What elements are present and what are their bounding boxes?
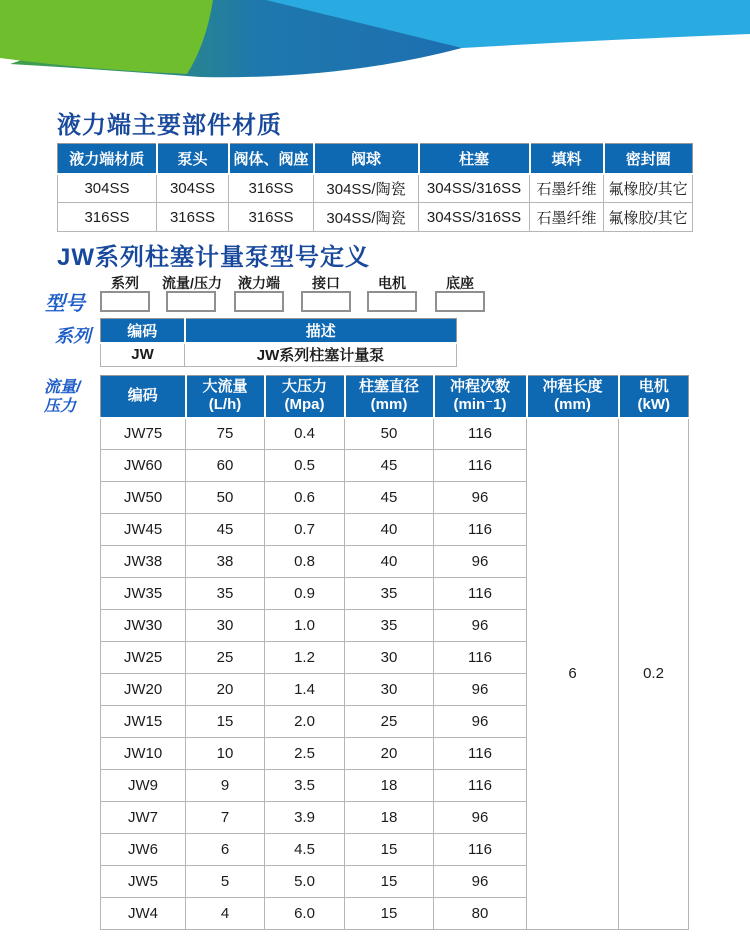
table-cell: 25 xyxy=(186,642,265,674)
model-code-box xyxy=(166,291,216,312)
column-header xyxy=(527,376,619,418)
table-cell: 30 xyxy=(345,642,434,674)
header-title: 大压力 xyxy=(281,378,327,396)
header-unit: (mm) xyxy=(554,396,591,414)
model-section-title: JW系列柱塞计量泵型号定义 xyxy=(57,244,370,271)
table-cell: JW9 xyxy=(101,770,186,802)
table-cell: 96 xyxy=(434,802,527,834)
table-cell: 40 xyxy=(345,514,434,546)
header-title: 冲程次数 xyxy=(449,378,510,396)
table-cell: 80 xyxy=(434,898,527,930)
column-header xyxy=(101,376,186,418)
table-cell: 116 xyxy=(434,834,527,866)
table-cell: JW5 xyxy=(101,866,186,898)
table-cell: JW系列柱塞计量泵 xyxy=(185,343,457,367)
table-cell: 氟橡胶/其它 xyxy=(604,203,693,232)
table-cell: 116 xyxy=(434,450,527,482)
table-cell: JW30 xyxy=(101,610,186,642)
table-cell: 96 xyxy=(434,482,527,514)
table-cell: 304SS/陶瓷 xyxy=(314,203,419,232)
column-header: 填料 xyxy=(530,144,604,174)
header-unit: (kW) xyxy=(637,396,670,414)
table-cell: JW6 xyxy=(101,834,186,866)
table-cell: 15 xyxy=(345,866,434,898)
model-field-label: 系列 xyxy=(111,275,139,291)
table-cell: 96 xyxy=(434,546,527,578)
table-cell: 116 xyxy=(434,418,527,450)
table-cell: 20 xyxy=(345,738,434,770)
table-cell: 75 xyxy=(186,418,265,450)
table-cell: 0.6 xyxy=(265,482,345,514)
column-header: 阀球 xyxy=(314,144,419,174)
table-cell: JW50 xyxy=(101,482,186,514)
table-row xyxy=(101,343,457,367)
model-number-label: 型号 xyxy=(45,293,85,315)
column-header: 描述 xyxy=(185,319,457,343)
table-cell: JW35 xyxy=(101,578,186,610)
materials-table-body xyxy=(58,174,693,232)
table-cell: JW20 xyxy=(101,674,186,706)
table-cell: 116 xyxy=(434,514,527,546)
table-cell: 石墨纤维 xyxy=(530,174,604,203)
table-cell: 氟橡胶/其它 xyxy=(604,174,693,203)
table-cell: 0.9 xyxy=(265,578,345,610)
table-cell: 96 xyxy=(434,610,527,642)
flow-pressure-table xyxy=(100,375,689,930)
table-cell: 35 xyxy=(345,610,434,642)
column-header xyxy=(619,376,689,418)
column-header: 液力端材质 xyxy=(58,144,157,174)
table-cell: 0.8 xyxy=(265,546,345,578)
table-cell: 116 xyxy=(434,578,527,610)
table-cell: 40 xyxy=(345,546,434,578)
column-header: 阀体、阀座 xyxy=(229,144,314,174)
table-cell: 5 xyxy=(186,866,265,898)
table-row xyxy=(58,174,693,203)
table-cell: 20 xyxy=(186,674,265,706)
model-code-box xyxy=(301,291,351,312)
banner-swoosh-graphic xyxy=(0,0,750,96)
table-cell: 1.4 xyxy=(265,674,345,706)
table-cell: 45 xyxy=(345,450,434,482)
table-cell: JW45 xyxy=(101,514,186,546)
table-cell: 0.5 xyxy=(265,450,345,482)
series-table xyxy=(100,318,457,367)
model-field-label: 液力端 xyxy=(238,275,280,291)
table-cell: 60 xyxy=(186,450,265,482)
header-title: 冲程长度 xyxy=(542,378,603,396)
flow-pressure-label-line1: 流量/ xyxy=(44,379,81,396)
table-row xyxy=(101,418,689,450)
table-cell: JW60 xyxy=(101,450,186,482)
table-cell: 316SS xyxy=(58,203,157,232)
table-cell: 116 xyxy=(434,770,527,802)
table-cell: 4.5 xyxy=(265,834,345,866)
flow-table-header xyxy=(101,376,689,418)
table-cell: 2.0 xyxy=(265,706,345,738)
flow-table-body xyxy=(101,418,689,930)
column-header xyxy=(265,376,345,418)
table-cell: 116 xyxy=(434,738,527,770)
header-unit: (mm) xyxy=(370,396,408,414)
table-cell: 15 xyxy=(345,898,434,930)
table-cell: 3.9 xyxy=(265,802,345,834)
series-table-header xyxy=(101,319,457,343)
table-cell: 45 xyxy=(186,514,265,546)
merged-cell: 6 xyxy=(527,418,619,930)
table-cell: 304SS/316SS xyxy=(419,174,530,203)
header-unit: (min⁻1) xyxy=(453,396,507,414)
header-unit: (Mpa) xyxy=(284,396,325,414)
table-cell: JW xyxy=(101,343,185,367)
table-row xyxy=(58,203,693,232)
merged-cell: 0.2 xyxy=(619,418,689,930)
header-unit: (L/h) xyxy=(208,396,242,414)
column-header: 密封圈 xyxy=(604,144,693,174)
column-header: 编码 xyxy=(101,319,185,343)
column-header xyxy=(345,376,434,418)
table-cell: 18 xyxy=(345,770,434,802)
table-cell: JW10 xyxy=(101,738,186,770)
model-field-label: 电机 xyxy=(378,275,406,291)
table-cell: 9 xyxy=(186,770,265,802)
column-header: 泵头 xyxy=(157,144,229,174)
table-cell: 316SS xyxy=(229,203,314,232)
table-cell: 35 xyxy=(186,578,265,610)
flow-pressure-label xyxy=(44,378,80,416)
model-code-box xyxy=(435,291,485,312)
table-cell: 50 xyxy=(186,482,265,514)
table-cell: 30 xyxy=(345,674,434,706)
table-cell: 96 xyxy=(434,866,527,898)
header-title: 柱塞直径 xyxy=(358,378,419,396)
table-cell: JW25 xyxy=(101,642,186,674)
table-cell: 304SS xyxy=(157,174,229,203)
model-field-label: 底座 xyxy=(446,275,474,291)
model-code-box xyxy=(367,291,417,312)
table-cell: 5.0 xyxy=(265,866,345,898)
header-title: 编码 xyxy=(127,387,158,405)
flow-pressure-label-line2: 压力 xyxy=(44,398,77,415)
table-cell: 304SS/陶瓷 xyxy=(314,174,419,203)
table-cell: 10 xyxy=(186,738,265,770)
table-cell: JW15 xyxy=(101,706,186,738)
model-field-label: 接口 xyxy=(312,275,340,291)
header-title: 大流量 xyxy=(202,378,248,396)
table-cell: 316SS xyxy=(229,174,314,203)
table-cell: 15 xyxy=(345,834,434,866)
table-cell: 0.7 xyxy=(265,514,345,546)
model-code-box xyxy=(100,291,150,312)
header-title: 电机 xyxy=(638,378,669,396)
table-cell: JW7 xyxy=(101,802,186,834)
table-cell: 96 xyxy=(434,674,527,706)
materials-table xyxy=(57,143,693,232)
column-header xyxy=(434,376,527,418)
table-cell: 316SS xyxy=(157,203,229,232)
model-code-box xyxy=(234,291,284,312)
table-cell: 7 xyxy=(186,802,265,834)
table-cell: 1.2 xyxy=(265,642,345,674)
table-cell: 45 xyxy=(345,482,434,514)
table-cell: 96 xyxy=(434,706,527,738)
table-cell: 18 xyxy=(345,802,434,834)
table-cell: 304SS xyxy=(58,174,157,203)
column-header xyxy=(186,376,265,418)
series-table-body xyxy=(101,343,457,367)
table-cell: JW38 xyxy=(101,546,186,578)
table-cell: 116 xyxy=(434,642,527,674)
table-cell: 3.5 xyxy=(265,770,345,802)
table-cell: 4 xyxy=(186,898,265,930)
table-cell: 50 xyxy=(345,418,434,450)
table-cell: 1.0 xyxy=(265,610,345,642)
table-cell: 6 xyxy=(186,834,265,866)
materials-table-header xyxy=(58,144,693,174)
materials-section-title: 液力端主要部件材质 xyxy=(57,112,282,139)
table-cell: JW75 xyxy=(101,418,186,450)
table-cell: 25 xyxy=(345,706,434,738)
table-cell: 15 xyxy=(186,706,265,738)
table-cell: 35 xyxy=(345,578,434,610)
table-cell: 304SS/316SS xyxy=(419,203,530,232)
column-header: 柱塞 xyxy=(419,144,530,174)
table-cell: 0.4 xyxy=(265,418,345,450)
table-cell: 石墨纤维 xyxy=(530,203,604,232)
table-cell: 30 xyxy=(186,610,265,642)
table-cell: 6.0 xyxy=(265,898,345,930)
series-label: 系列 xyxy=(55,326,91,346)
table-cell: 38 xyxy=(186,546,265,578)
table-cell: JW4 xyxy=(101,898,186,930)
model-field-label: 流量/压力 xyxy=(162,275,222,291)
table-cell: 2.5 xyxy=(265,738,345,770)
